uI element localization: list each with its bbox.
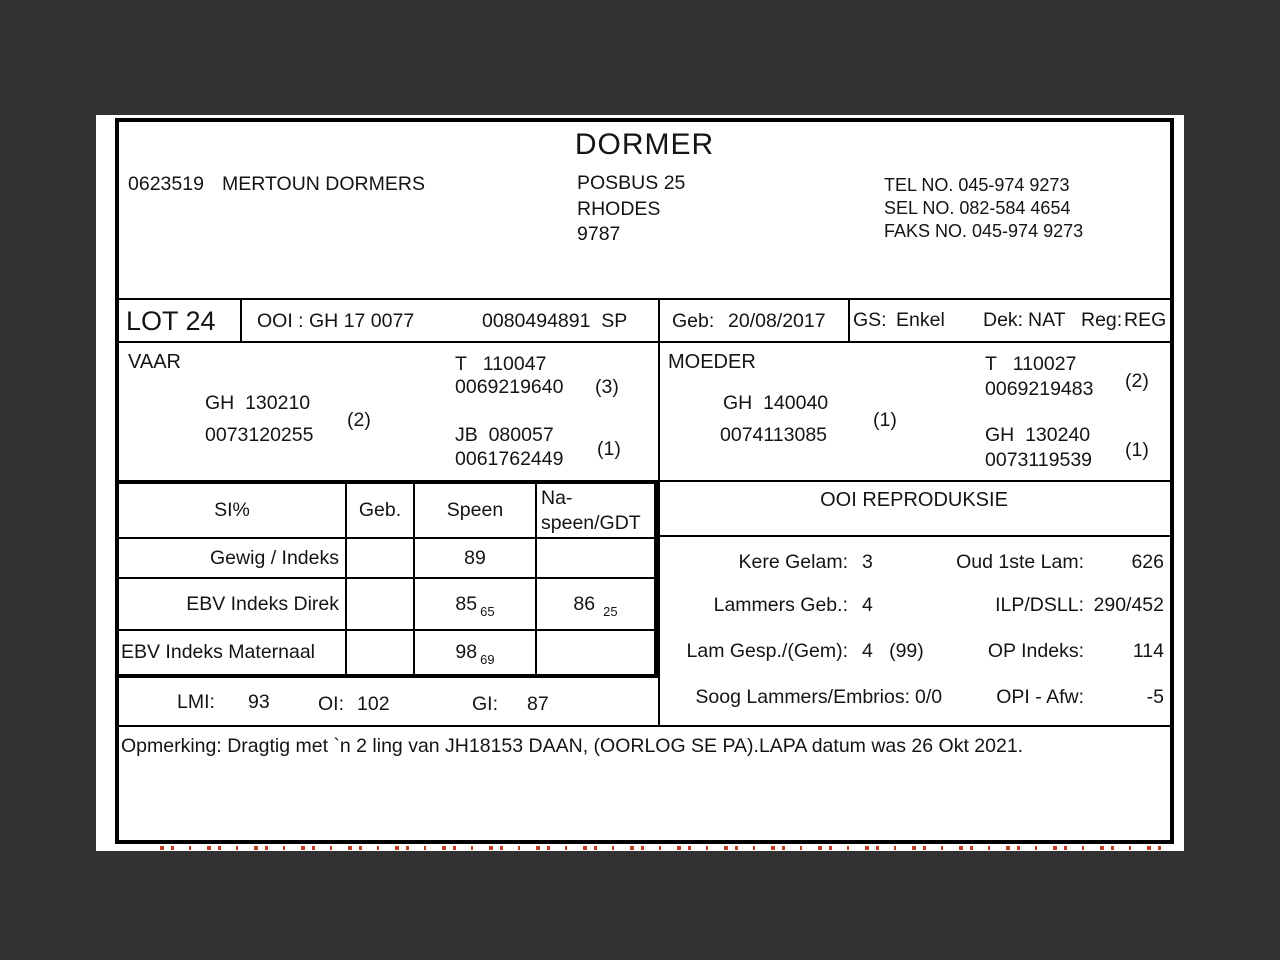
rep-label-right: Oud 1ste Lam: [956,551,1084,573]
rep-label-left: Lammers Geb.: [713,594,848,616]
dam-grandsire-reg: 0069219483 [985,378,1094,400]
reproduction-data [658,537,1170,725]
si-row-speen-value [413,577,535,629]
dam-reg: 0074113085 [720,424,828,446]
sire-granddam-reg: 0061762449 [455,448,564,470]
sire-grandsire-id: T 110047 [455,353,547,375]
sire-flock-count: (2) [347,409,371,431]
rep-value-left: 4 [862,594,873,616]
ewe-cell [240,300,658,341]
contact-line-faks: FAKS NO. 045-974 9273 [884,221,1084,241]
rep-value-left: 0/0 [915,686,943,708]
dam-granddam-reg: 0073119539 [985,449,1093,471]
ewe-registration: 0080494891 SP [482,310,628,332]
document-page [96,115,1184,851]
sire-grandsire-reg: 0069219640 [455,376,564,398]
si-row-geb-value [345,537,413,577]
sire-id: GH 130210 [205,392,311,414]
value: 98 [455,641,478,663]
address-line: RHODES [577,197,661,220]
si-row-geb-value [345,629,413,674]
rep-value-right: 290/452 [1093,594,1164,616]
rep-value-right: 626 [1131,551,1164,573]
status-cell [848,300,1170,341]
index-summary-row [119,678,658,725]
accuracy: 25 [603,603,618,619]
lot-row [119,298,1170,343]
dek-label: Dek: [983,309,1024,331]
oi-label: OI: [318,693,345,715]
rep-value-right: 114 [1132,640,1164,662]
sire-granddam-flock-count: (1) [597,438,621,460]
value: 89 [464,546,486,569]
rep-value-right: -5 [1146,686,1164,708]
gs-label: GS: [853,309,887,331]
gs-value: Enkel [896,309,945,331]
si-index-table [119,480,658,678]
member-number: 0623519 [128,173,204,195]
sire-granddam-id: JB 080057 [455,424,554,446]
lmi-label: LMI: [177,691,215,713]
sire-grandsire-flock-count: (3) [595,376,619,398]
rep-label-left: Lam Gesp./(Gem): [686,640,848,662]
contact-line-sel: SEL NO. 082-584 4654 [884,198,1071,218]
dam-grandsire-flock-count: (2) [1125,370,1149,392]
lot-number: LOT 24 [126,306,216,336]
si-row-naspeen-value [535,577,654,629]
gi-label: GI: [472,693,499,715]
dam-granddam-id: GH 130240 [985,424,1091,446]
geb-date: 20/08/2017 [728,310,826,332]
catalog-card [115,118,1174,844]
reg-value: REG [1124,309,1167,331]
si-row-speen-value [413,629,535,674]
dam-grandsire-id: T 110027 [985,353,1077,375]
address-line: POSBUS 25 [577,172,686,194]
si-header-naspeen-line2: speen/GDT [541,511,641,534]
stud-name: MERTOUN DORMERS [222,173,425,195]
breed-title: DORMER [574,128,715,161]
birthdate-cell [658,300,848,341]
address-block [577,171,685,248]
address-line: 9787 [577,223,621,245]
geb-label: Geb: [672,310,715,332]
oi-value: 102 [357,693,390,715]
clipped-red-text-fragments [160,846,1164,850]
si-row-naspeen-value [535,537,654,577]
dam-section-label: MOEDER [668,351,756,373]
contact-line-tel: TEL NO. 045-974 9273 [884,175,1070,195]
si-row-label: EBV Indeks Direk [119,577,345,629]
rep-label-right: OP Indeks: [987,640,1084,662]
si-header-si: SI% [214,499,250,521]
dam-flock-count: (1) [873,409,897,431]
si-row-speen-value [413,537,535,577]
rep-value-left: 4 (99) [862,640,924,662]
si-header-geb: Geb. [345,484,413,537]
rep-label-left: Soog Lammers/Embrios: [695,686,910,708]
rep-value-left: 3 [862,551,873,573]
si-header-naspeen-line1: Na- [541,486,573,509]
value: 86 [573,592,596,615]
si-row-geb-value [345,577,413,629]
rep-label-right: ILP/DSLL: [995,594,1084,616]
gi-value: 87 [527,693,549,715]
dam-id: GH 140040 [723,392,829,414]
reproduction-row [658,686,1170,712]
reproduction-row [658,551,1170,577]
reproduction-row [658,640,1170,666]
accuracy: 65 [480,603,495,619]
dam-granddam-flock-count: (1) [1125,439,1149,461]
sire-section-label: VAAR [128,351,181,373]
lmi-value: 93 [248,691,270,713]
accuracy: 69 [480,652,495,667]
reg-label: Reg: [1081,309,1123,331]
rep-label-left: Kere Gelam: [738,551,848,573]
si-row-label: Gewig / Indeks [119,537,345,577]
si-header-naspeen-text [541,486,641,536]
si-header-naspeen [535,484,654,537]
rep-label-right: OPI - Afw: [996,686,1084,708]
si-row-label: EBV Indeks Maternaal [119,629,345,674]
reproduction-row [658,594,1170,620]
ewe-id: OOI : GH 17 0077 [257,310,415,332]
sire-reg: 0073120255 [205,424,314,446]
reproduction-title: OOI REPRODUKSIE [658,480,1170,537]
si-row-naspeen-value [535,629,654,674]
contact-block [884,174,1083,243]
remark-line: Opmerking: Dragtig met `n 2 ling van JH18153 DAAN, (OORLOG SE PA).LAPA datum was 26 Okt 2021. [119,725,1170,768]
dek-value: NAT [1028,309,1066,331]
value: 85 [455,592,478,615]
si-header-speen: Speen [413,484,535,537]
